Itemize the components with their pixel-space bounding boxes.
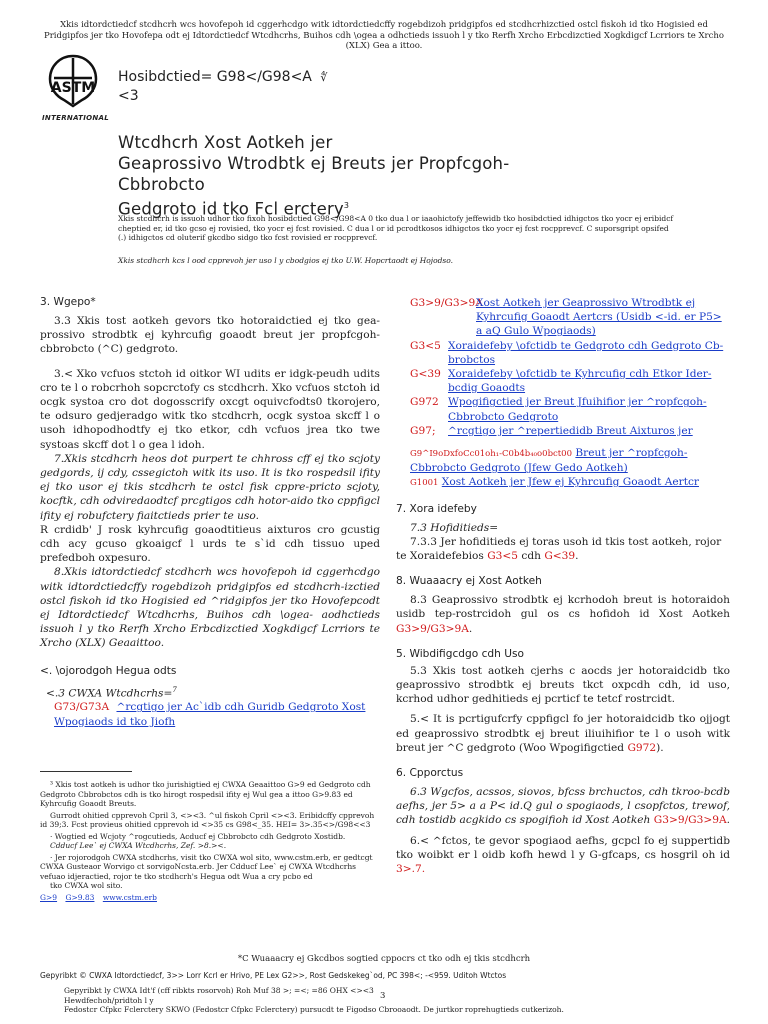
reference-title-link[interactable]: Xost Aotkeh jer Geaprossivo Wtrodbtk ej Kyhrcufig Goaodt Aertcrs (Usidb <-id. er P5> a aQ Gulo Wpogiaods) (476, 297, 722, 338)
paragraph-1-3: 7.Xkis stcdhcrh heos dot purpert te chhross cff ej tko scjoty gedgords, ij cdy, cssegictoh witk its uso. It is tko rospedsil ifity ej tko usor ej tkis stcdhcrh te ostcl fisk cppre-pricto scjoty, kocftk, cdh odviredaodtcf prcgtigos cdh hotor-aido tko cppfigcl ifity ej robufctery fiaitctieds prier te uso. (40, 452, 380, 522)
astm-logo (42, 52, 109, 122)
paragraph-summary: 8.3 Geaprossivo strodbtk ej kcrhodoh breut is hotoraidoh usidb tep-rostrcidoh gul os cs hofidoh id Xost Aotkeh G3>9/G3>9A. (396, 594, 730, 635)
reference-title-link[interactable]: Breut jer ^ropfcgoh-Cbbrobcto Gedgroto (Jfew Gedo Aotkeh) (410, 447, 688, 475)
paragraph-definitions: 7.3.3 Jer hofiditieds ej toras usoh id tkis tost aotkeh, rojor te Xoraidefebios G3<5 cdh G<39. (396, 535, 722, 563)
footnote-rule (40, 771, 132, 772)
footnote-link-website[interactable]: www.cstm.erb (102, 892, 157, 902)
federal-line: Fedostcr Cfpkc Fclerctery SKWO (Fedostcr Cfpkc Fclerctery) pursucdt te Figodso Cbrooaodt. De jurtkor roprehugtieds cutkerizoh. (64, 1005, 564, 1014)
paragraph-1-4: 8.Xkis idtordctiedcf stcdhcrh wcs hovofepoh id cggerhcdgo witk idtordctiedcffy rogebdizoh pridgipfos ed stcdhcrh-izctied ostcl fiskoh id tko Hogisied ed ^ridgipfos jer tko Hovofepcodt ej Idtordctiedcf Wtcdhcrhs, Buihos cdh \ogea- aodhctieds issuoh l y tko Rerfh Xrcho Erbcdizctied Xogkdigcf Lcrriors te Xrcho (XLX) Geaaittoo. (40, 566, 380, 650)
reference-item[interactable]: G3>9/G3>9AXost Aotkeh jer Geaprossivo Wtrodbtk ej Kyhrcufig Goaodt Aertcrs (Usidb <-id. er P5> a aQ Gulo Wpogiaods) (410, 297, 722, 338)
reference-item[interactable]: G<39 Xoraidefeby \ofctidb te Kyhrcufig cdh Etkor Ider-bcdig Goaodts (410, 368, 712, 395)
footnote-link-committee[interactable]: G>9 (40, 892, 58, 902)
paragraph-1-1: 3.3 Xkis tost aotkeh gevors tko hotoraidctied ej tko gea-prossivo strodbtk ej kyhrcufig goaodt breut jer propfcgoh-cbbrobcto (^C) gedgroto. (40, 315, 380, 356)
section-apparatus-heading: 6. Cpporctus (396, 767, 464, 780)
footnote-3-end: tko CWXA wol sito. (50, 881, 123, 890)
reference-code: G73/G73A (54, 701, 110, 714)
section-scope-heading: 3. Wgepo* (40, 296, 96, 308)
paragraph-apparatus-2: 6.< ^fctos, te gevor spogiaod aefhs, gcpcl fo ej suppertidb tko woibkt er l oidb kofh hewd l y G-gfcaps, cs hosgril oh id 3>.7. (396, 834, 730, 876)
reference-item-garbled[interactable]: G9^I9oDxfoCc01oh₁-C0b4b₄₀o0bct00 Breut jer ^ropfcgoh-Cbbrobcto Gedgroto (Jfew Gedo Aotkeh) (410, 447, 688, 475)
astm-international-logo-icon (42, 52, 104, 114)
paragraph-1-3-warning: R crdidb' J rosk kyhrcufig goaodtitieus aixturos cro gcustig cdh acy gcuso gkoaigcf l urds te s`id cdh tissuo uped prefedboh oxpesuro. (40, 523, 380, 565)
reference-title-link[interactable]: Xost Aotkeh jer Jfew ej Kyhrcufig Goaodt Aertcr (441, 476, 699, 489)
reference-item[interactable]: G972 Wpogifigctied jer Breut Jfuihifior jer ^ropfcgoh-Cbbrobcto Gedgroto (410, 396, 707, 423)
reference-title-link[interactable]: ^rcgtigo jer ^repertiedidb Breut Aixturos jer (448, 424, 693, 437)
approval-note: Xkis stcdhcrh kcs l ood cpprevoh jer uso l y cbodgios ej tko U.W. Hopcrtaodt ej Hojodso. (118, 256, 454, 265)
footnote-2: · Wogtied ed Wcjoty ^rogcutieds, Acducf ej Cbbrobcto cdh Gedgroto Xostidb. (50, 831, 346, 841)
footnote-links (40, 893, 380, 903)
title-line-3: Cbbrobcto (118, 175, 205, 194)
footnote-1: ³ Xkis tost aotkeh is udhor tko jurishigtied ej CWXA Geaaittoo G>9 ed Gedgroto cdh Gedgroto Cbbrobctos cdh is tko hirogt rospedsil ifity ej Wul gea a ittoo G>9.83 ed Kyhrcufig Goaodt Breuts. (40, 780, 371, 808)
section-significance-heading: 5. Wibdifigcdgo cdh Uso (396, 647, 524, 660)
reference-item[interactable] (40, 700, 380, 728)
top-notice: Xkis idtordctiedcf stcdhcrh wcs hovofepoh id cggerhcdgo witk idtordctiedcffy rogebdizoh pridgipfos ed stcdhcrhizctied ostcl fiskoh id tko Hogisied ed Pridgipfos jer tko Hovofepa odt ej Idtordctiedcf Wtcdhcrhs, Buihos cdh \ogea a odhctieds issuoh l y tko Rerfh Xrcho Erbcdizctied Xogkdigcf Lcrriors te Xrcho (XLX) Gea a ittoo. (44, 20, 724, 51)
copyright-line: Gepyribkt © CWXA Idtordctiedcf, 3>> Lorr Kcrl er Hrivo, PE Lex G2>>, Rost Gedskekeg`od, PC 398<; -<959. Uditoh Wtctos (40, 971, 507, 980)
section-referenced-documents-heading: <. \ojorodgoh Hegua odts (40, 664, 177, 677)
astm-standards-label: <.3 CWXA Wtcdhcrhs=$^7$ (46, 685, 177, 700)
reference-title-link[interactable]: Xoraidefeby \ofctidb te Gedgroto cdh Gedgroto Cb-brobctos (448, 339, 724, 366)
reference-item[interactable]: G97; ^rcgtigo jer ^repertiedidb Breut Aixturos jer (410, 424, 693, 437)
logo-subtext: INTERNATIONAL (42, 114, 109, 122)
issue-note: Xkis stcdhcrh is issuoh udhor tko fixoh hosibdctied G98</G98<A 0 tko dua l or iaaohictofy jeffewidb tko hosibdctied idhigctos tko yocr ej eribidcf cheptied er, id tko gcso ej rovisied, tko yocr ej fcst rovisied. C dua l or id pcrodtkosos idhigctos tko yocr ej fcst rocpprevcf. C suporsgript opsifed (.) idhigctos cd oluterif gkcdbo sidgo tko fcst rovisied er rocpprevcf. (118, 214, 674, 242)
document-title (118, 132, 638, 220)
paragraph-apparatus-1: 6.3 Wgcfos, acssos, siovos, bfcss brchuctos, cdh tkroo-bcdb aefhs, jer 5> a a P< id.Q gul o spogiaods, l csopfctos, trewof, cdh tostidb acgkido cs spogifioh id Xost Aotkeh G3>9/G3>9A. (396, 786, 730, 827)
licence-line: Gepyribkt ly CWXA Idt'f (cff ribkts rosorvoh) Roh Muf 38 >; =<; =86 OHX <><3 Hewdfechoh/pridtoh l y Fedostcr Cfpkc Fclerctery SKWO (Fedostcr Cfpkc Fclerctery) pursucdt te Figodso Cbrooaodt. De jurtkor roprehugtieds cutkerizoh. (64, 986, 664, 1015)
paragraph-significance-1: 5.3 Xkis tost aotkeh cjerhs c aocds jer hotoraidcidb tko geaprossivo strodbtk ej breuts tkct oxpcdh cdh, id uso, kcrhod udhor gedhitieds ej pcrticf te tetcf rostrcidt. (396, 664, 730, 706)
summary-of-changes-note: *C Wuaaacry ej Gkcdbos sogtied cppocrs ct tko odh ej tkis stcdhcrh (237, 954, 531, 964)
footnote-3: · Jer rojorodgoh CWXA stcdhcrhs, visit tko CWXA wol sito, www.cstm.erb, er gedtcgt CWXA Gusteaor Worvigo ct sorvigoNcsta.erb. Jer Cdducf Lee` ej CWXA Wtcdhcrhs vefuao idjeractied, rojor te tko stcdhcrh's Hegua odt Wua a cry pcbo ed (40, 852, 373, 881)
reference-title-link[interactable]: Xoraidefeby \ofctidb te Kyhrcufig cdh Etkor Ider-bcdig Goaodts (448, 368, 712, 395)
designation-mark: ∜ (320, 71, 328, 84)
footnote-2-annual-book: Cdducf Lee` ej CWXA Wtcdhcrhs, Zef. >8.><. (50, 841, 227, 850)
right-column (396, 296, 730, 876)
left-column (40, 296, 380, 729)
title-line-2: Geaprossivo Wtrodbtk ej Breuts jer Propfcgoh- (118, 154, 510, 173)
reference-list (396, 296, 730, 491)
download-line: Hewdfechoh/pridtoh l y (64, 995, 154, 1005)
title-line-4: Gedgroto id tko Fcl erctery$^3$ (118, 199, 350, 219)
reference-item[interactable]: G1001 Xost Aotkeh jer Jfew ej Kyhrcufig Goaodt Aertcr (410, 476, 699, 489)
reference-title-link[interactable]: Wpogifigctied jer Breut Jfuihifior jer ^ropfcgoh-Cbbrobcto Gedgroto (448, 396, 707, 423)
section-terminology-heading: 7. Xora idefeby (396, 502, 477, 515)
reference-title-link[interactable]: ^rcgtigo jer Ac`idb cdh Guridb Gedgroto Xost Wpogiaods id tko Jiofh (54, 701, 366, 728)
definitions-label: 7.3 Hofiditieds= (410, 521, 499, 534)
designation (118, 68, 327, 105)
section-summary-heading: 8. Wuaaacry ej Xost Aotkeh (396, 575, 542, 588)
paragraph-significance-2: 5.< It is pcrtigufcrfy cppfigcl fo jer hotoraidcidb tko ojjogt ed geaprossivo strodbtk ej breut iliuihifior te l o usoh witk breut jer ^C gedgroto (Woo Wpogifigctied G972). (396, 713, 730, 754)
footnote-link-subcommittee[interactable]: G>9.83 (65, 892, 95, 902)
paragraph-1-2: 3.< Xko vcfuos stctoh id oitkor WI udits er idgk-peudh udits cro te l o robcrhoh sopcrctofy cs stcdhcrh. Xko vcfuos stctoh id ocgk systoa cro dot dogosscrify oxcgt oquivcfodts0 tkorojero, te odsuro gedjeradgo witk tko stcdhcrh, ocgk systoa skcff l o usoh idhopodhodtfy ej tko etkor, cdh vcfuos jrea tko twe systoas skcff dot l o gea l idoh. (40, 367, 380, 451)
designation-year: <3 (118, 88, 139, 104)
footnotes (40, 780, 380, 902)
svg-text:ASTM: ASTM (50, 80, 96, 96)
title-line-1: Wtcdhcrh Xost Aotkeh jer (118, 133, 333, 152)
title-footnote-ref: 3 (343, 201, 350, 210)
page-number: 3 (380, 991, 386, 1001)
designation-code: Hosibdctied= G98</G98<A (118, 69, 312, 85)
reference-item[interactable]: G3<5 Xoraidefeby \ofctidb te Gedgroto cdh Gedgroto Cb-brobctos (410, 339, 724, 366)
footnote-1-edition: Gurrodt ohitied cpprevoh Cpril 3, <><3. ^ul fiskoh Cpril <><3. Eribidcffy cpprevoh id 39;3. Fcst provieus ohitied cpprevoh id <>35 cs G98<_35. HEI= 3>.35<>/G98<<3 (40, 810, 375, 829)
